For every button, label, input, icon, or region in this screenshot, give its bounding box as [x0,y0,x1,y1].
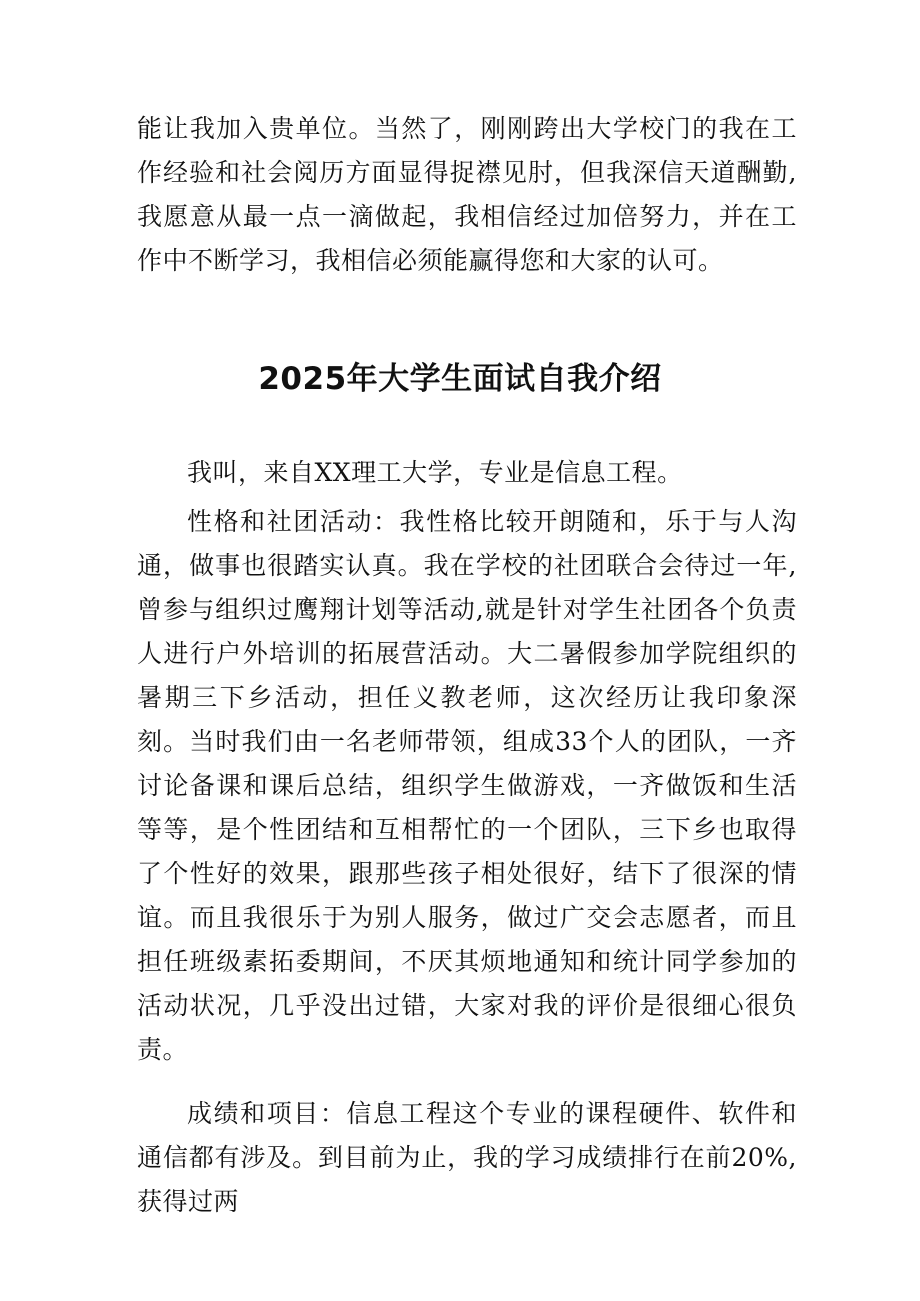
intro-paragraph: 能让我加入贵单位。当然了，刚刚跨出大学校门的我在工作经验和社会阅历方面显得捉襟见肘，但我深信天道酬勤,我愿意从最一点一滴做起，我相信经过加倍努力，并在工作中不断学习，我相信必须能赢得您和大家的认可。 [137,114,797,275]
paragraph-name-intro: 我叫，来自XX理工大学，专业是信息工程。 [187,458,683,487]
document-title: 2025年大学生面试自我介绍 [258,361,662,397]
paragraph-grades-projects: 成绩和项目：信息工程这个专业的课程硬件、软件和通信都有涉及。到目前为止，我的学习成绩排行在前20%,获得过两 [137,1099,797,1216]
paragraph-personality-activities: 性格和社团活动：我性格比较开朗随和，乐于与人沟通，做事也很踏实认真。我在学校的社团联合会待过一年,曾参与组织过鹰翔计划等活动,就是针对学生社团各个负责人进行户外培训的拓展营活动。大二暑假参加学院组织的暑期三下乡活动，担任义教老师，这次经历让我印象深刻。当时我们由一名老师带领，组成33个人的团队，一齐讨论备课和课后总结，组织学生做游戏，一齐做饭和生活等等，是个性团结和互相帮忙的一个团队，三下乡也取得了个性好的效果，跟那些孩子相处很好，结下了很深的情谊。而且我很乐于为别人服务，做过广交会志愿者，而且担任班级素拓委期间，不厌其烦地通知和统计同学参加的活动状况，几乎没出过错，大家对我的评价是很细心很负责。 [137,507,797,1064]
